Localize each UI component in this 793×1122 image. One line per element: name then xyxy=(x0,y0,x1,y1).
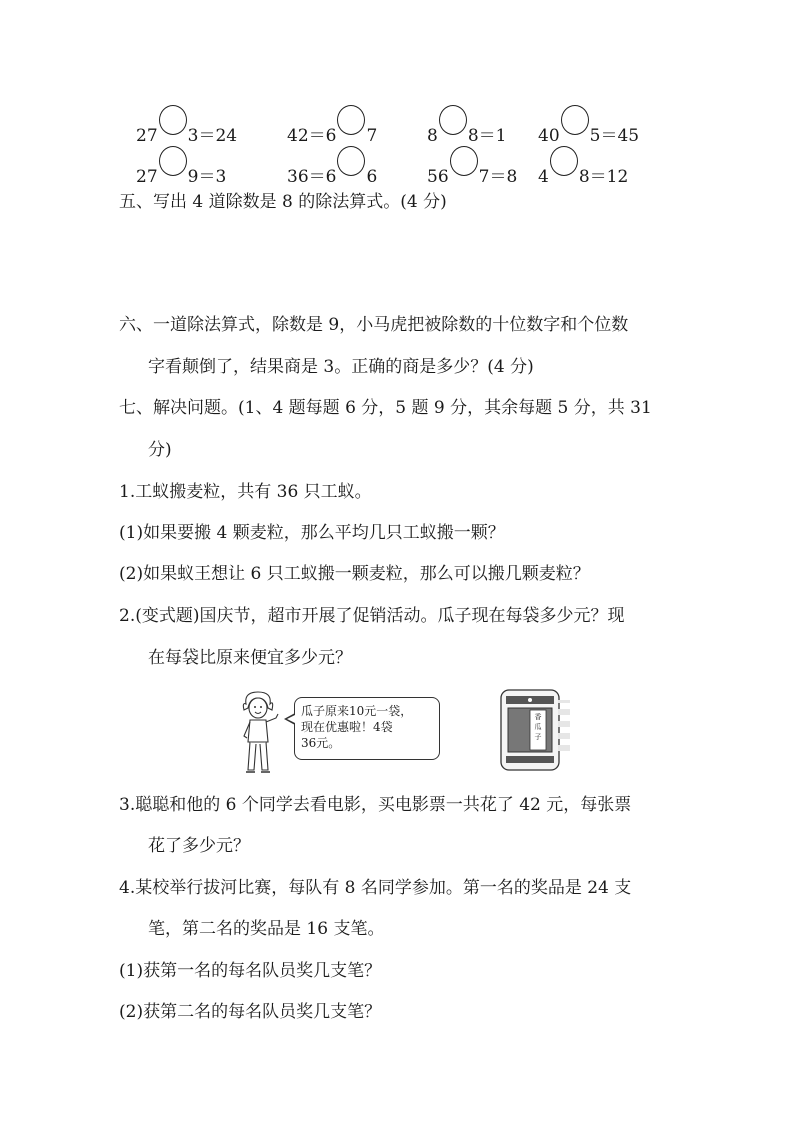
equation-left: 27 xyxy=(136,167,158,187)
equation-2-1 xyxy=(136,156,226,187)
equation-right: 6 xyxy=(366,167,378,187)
equation-left: 40 xyxy=(538,126,560,146)
bag-label: 香瓜子 xyxy=(534,713,542,743)
section-5-heading: 五、写出 4 道除数是 8 的除法算式。(4 分) xyxy=(119,192,447,212)
equation-2-4 xyxy=(538,156,628,187)
q1-sub-2: (2)如果蚁王想让 6 只工蚁搬一颗麦粒，那么可以搬几颗麦粒？ xyxy=(119,564,590,584)
q2-line-1: 2.(变式题)国庆节，超市开展了促销活动。瓜子现在每袋多少元？现 xyxy=(119,606,625,626)
bubble-line-3: 36元。 xyxy=(301,736,341,750)
q4-sub-2: (2)获第二名的每名队员奖几支笔？ xyxy=(119,1002,382,1022)
q1-sub-1: (1)如果要搬 4 颗麦粒，那么平均几只工蚁搬一颗？ xyxy=(119,523,505,543)
q3-line-2: 花了多少元？ xyxy=(148,836,250,856)
q4-line-2: 笔，第二名的奖品是 16 支笔。 xyxy=(148,919,385,939)
answer-circle[interactable] xyxy=(561,105,589,135)
answer-circle[interactable] xyxy=(337,146,365,176)
equation-left: 27 xyxy=(136,126,158,146)
equation-2-3 xyxy=(427,156,517,187)
answer-circle[interactable] xyxy=(159,146,187,176)
answer-circle[interactable] xyxy=(550,146,578,176)
bubble-line-1: 瓜子原来10元一袋， xyxy=(301,704,413,718)
section-6-line-2: 字看颠倒了，结果商是 3。正确的商是多少？(4 分) xyxy=(148,357,534,377)
equation-1-3 xyxy=(427,115,506,146)
equation-right: 9＝3 xyxy=(187,167,227,187)
section-6-line-1: 六、一道除法算式，除数是 9，小马虎把被除数的十位数字和个位数 xyxy=(119,315,629,335)
equation-left: 42＝6 xyxy=(287,126,337,146)
seed-bag-illustration xyxy=(500,688,560,772)
equation-left: 36＝6 xyxy=(287,167,337,187)
answer-circle[interactable] xyxy=(450,146,478,176)
equation-right: 7＝8 xyxy=(478,167,518,187)
equation-1-1 xyxy=(136,115,237,146)
q2-line-2: 在每袋比原来便宜多少元？ xyxy=(148,648,352,668)
equation-right: 5＝45 xyxy=(589,126,640,146)
seed-bag-icon xyxy=(500,688,560,772)
equation-right: 8＝12 xyxy=(578,167,629,187)
equation-1-4 xyxy=(538,115,639,146)
equation-left: 4 xyxy=(538,167,549,187)
equation-right: 7 xyxy=(366,126,378,146)
speech-bubble xyxy=(294,697,440,760)
q4-line-1: 4.某校举行拔河比赛，每队有 8 名同学参加。第一名的奖品是 24 支 xyxy=(119,878,632,898)
bubble-line-2: 现在优惠啦！4袋 xyxy=(301,720,393,734)
boy-illustration xyxy=(238,690,280,778)
equation-2-2 xyxy=(287,156,377,187)
q4-sub-1: (1)获第一名的每名队员奖几支笔？ xyxy=(119,961,382,981)
section-7-line-1: 七、解决问题。(1、4 题每题 6 分，5 题 9 分，其余每题 5 分，共 31 xyxy=(119,398,652,418)
equation-right: 3＝24 xyxy=(187,126,238,146)
equation-right: 8＝1 xyxy=(467,126,507,146)
answer-circle[interactable] xyxy=(159,105,187,135)
section-7-line-2: 分) xyxy=(148,440,172,460)
decorative-stripes-icon xyxy=(556,700,572,760)
answer-circle[interactable] xyxy=(439,105,467,135)
answer-circle[interactable] xyxy=(337,105,365,135)
equation-left: 8 xyxy=(427,126,438,146)
q1-stem: 1.工蚁搬麦粒，共有 36 只工蚁。 xyxy=(119,482,372,502)
q3-line-1: 3.聪聪和他的 6 个同学去看电影，买电影票一共花了 42 元，每张票 xyxy=(119,795,632,815)
equation-1-2 xyxy=(287,115,377,146)
equation-left: 56 xyxy=(427,167,449,187)
